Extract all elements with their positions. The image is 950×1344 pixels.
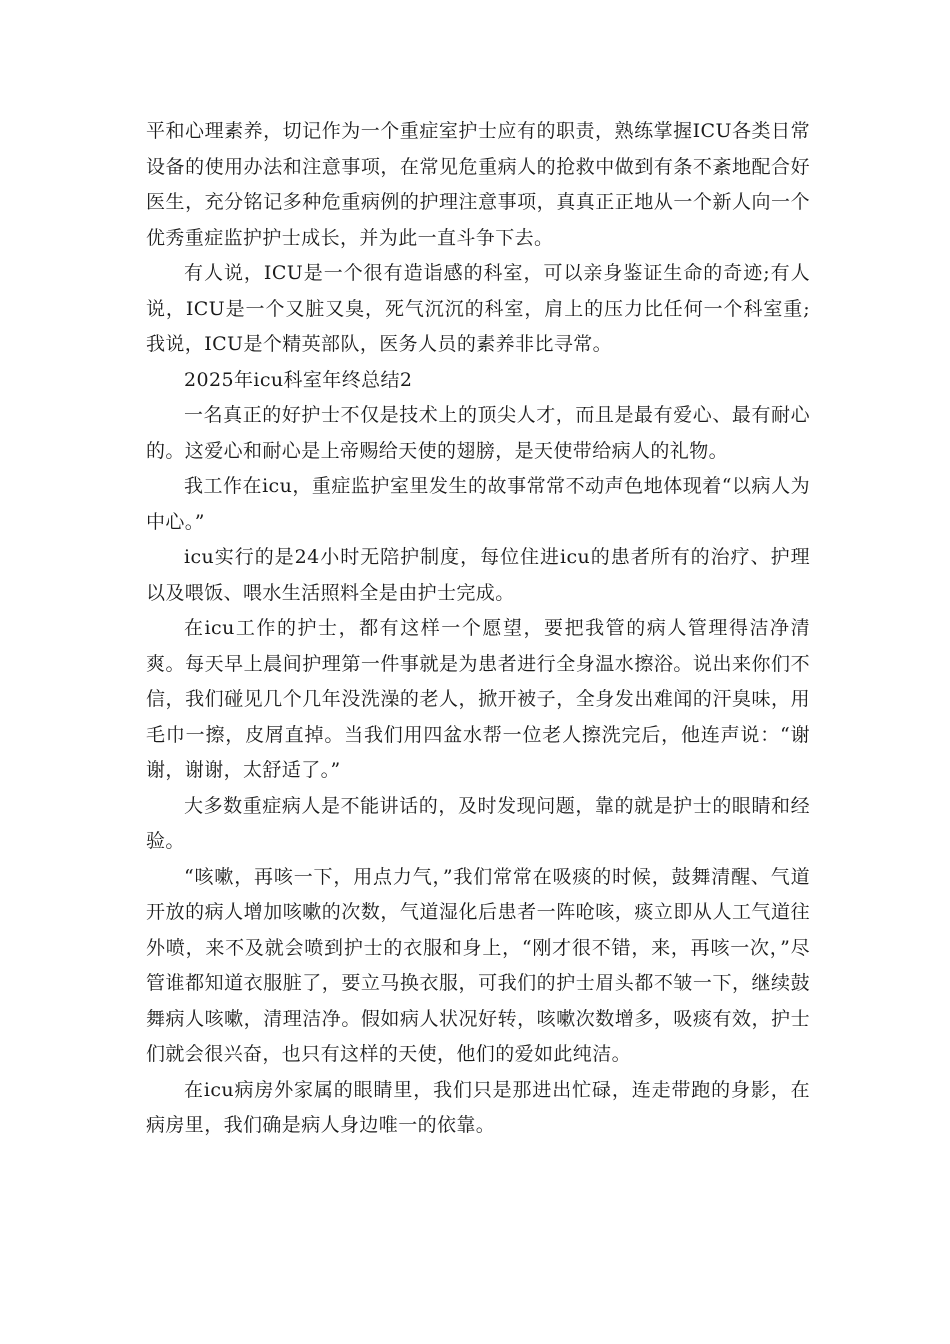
- paragraph-2: 有人说，ICU是一个很有造诣感的科室，可以亲身鉴证生命的奇迹;有人说，ICU是一个又脏又臭，死气沉沉的科室，肩上的压力比任何一个科室重;我说，ICU是个精英部队，医务人员的素养非比寻常。: [146, 262, 810, 355]
- paragraph-3: 一名真正的好护士不仅是技术上的顶尖人才，而且是最有爱心、最有耐心的。这爱心和耐心是上帝赐给天使的翅膀，是天使带给病人的礼物。: [146, 404, 810, 462]
- paragraph-5: icu实行的是24小时无陪护制度，每位住进icu的患者所有的治疗、护理以及喂饭、喂水生活照料全是由护士完成。: [146, 546, 810, 604]
- paragraph-7: 大多数重症病人是不能讲话的，及时发现问题，靠的就是护士的眼睛和经验。: [146, 794, 810, 852]
- paragraph-9: 在icu病房外家属的眼睛里，我们只是那进出忙碌，连走带跑的身影，在病房里，我们确是病人身边唯一的依靠。: [146, 1078, 810, 1136]
- paragraph-4: 我工作在icu，重症监护室里发生的故事常常不动声色地体现着“以病人为中心。”: [146, 475, 810, 533]
- paragraph-8: “咳嗽，再咳一下，用点力气，”我们常常在吸痰的时候，鼓舞清醒、气道开放的病人增加咳嗽的次数，气道湿化后患者一阵呛咳，痰立即从人工气道往外喷，来不及就会喷到护士的衣服和身上，“刚才很不错，来，再咳一次，”尽管谁都知道衣服脏了，要立马换衣服，可我们的护士眉头都不皱一下，继续鼓舞病人咳嗽，清理洁净。假如病人状况好转，咳嗽次数增多，吸痰有效，护士们就会很兴奋，也只有这样的天使，他们的爱如此纯洁。: [146, 865, 810, 1065]
- document-body: [146, 114, 810, 1144]
- paragraph-1: 平和心理素养，切记作为一个重症室护士应有的职责，熟练掌握ICU各类日常设备的使用办法和注意事项，在常见危重病人的抢救中做到有条不紊地配合好医生，充分铭记多种危重病例的护理注意事项，真真正正地从一个新人向一个优秀重症监护护士成长，并为此一直斗争下去。: [146, 120, 810, 249]
- section-heading: 2025年icu科室年终总结2: [184, 368, 413, 391]
- paragraph-6: 在icu工作的护士，都有这样一个愿望，要把我管的病人管理得洁净清爽。每天早上晨间护理第一件事就是为患者进行全身温水擦浴。说出来你们不信，我们碰见几个几年没洗澡的老人，掀开被子，全身发出难闻的汗臭味，用毛巾一擦，皮屑直掉。当我们用四盆水帮一位老人擦洗完后，他连声说：“谢谢，谢谢，太舒适了。”: [146, 617, 810, 781]
